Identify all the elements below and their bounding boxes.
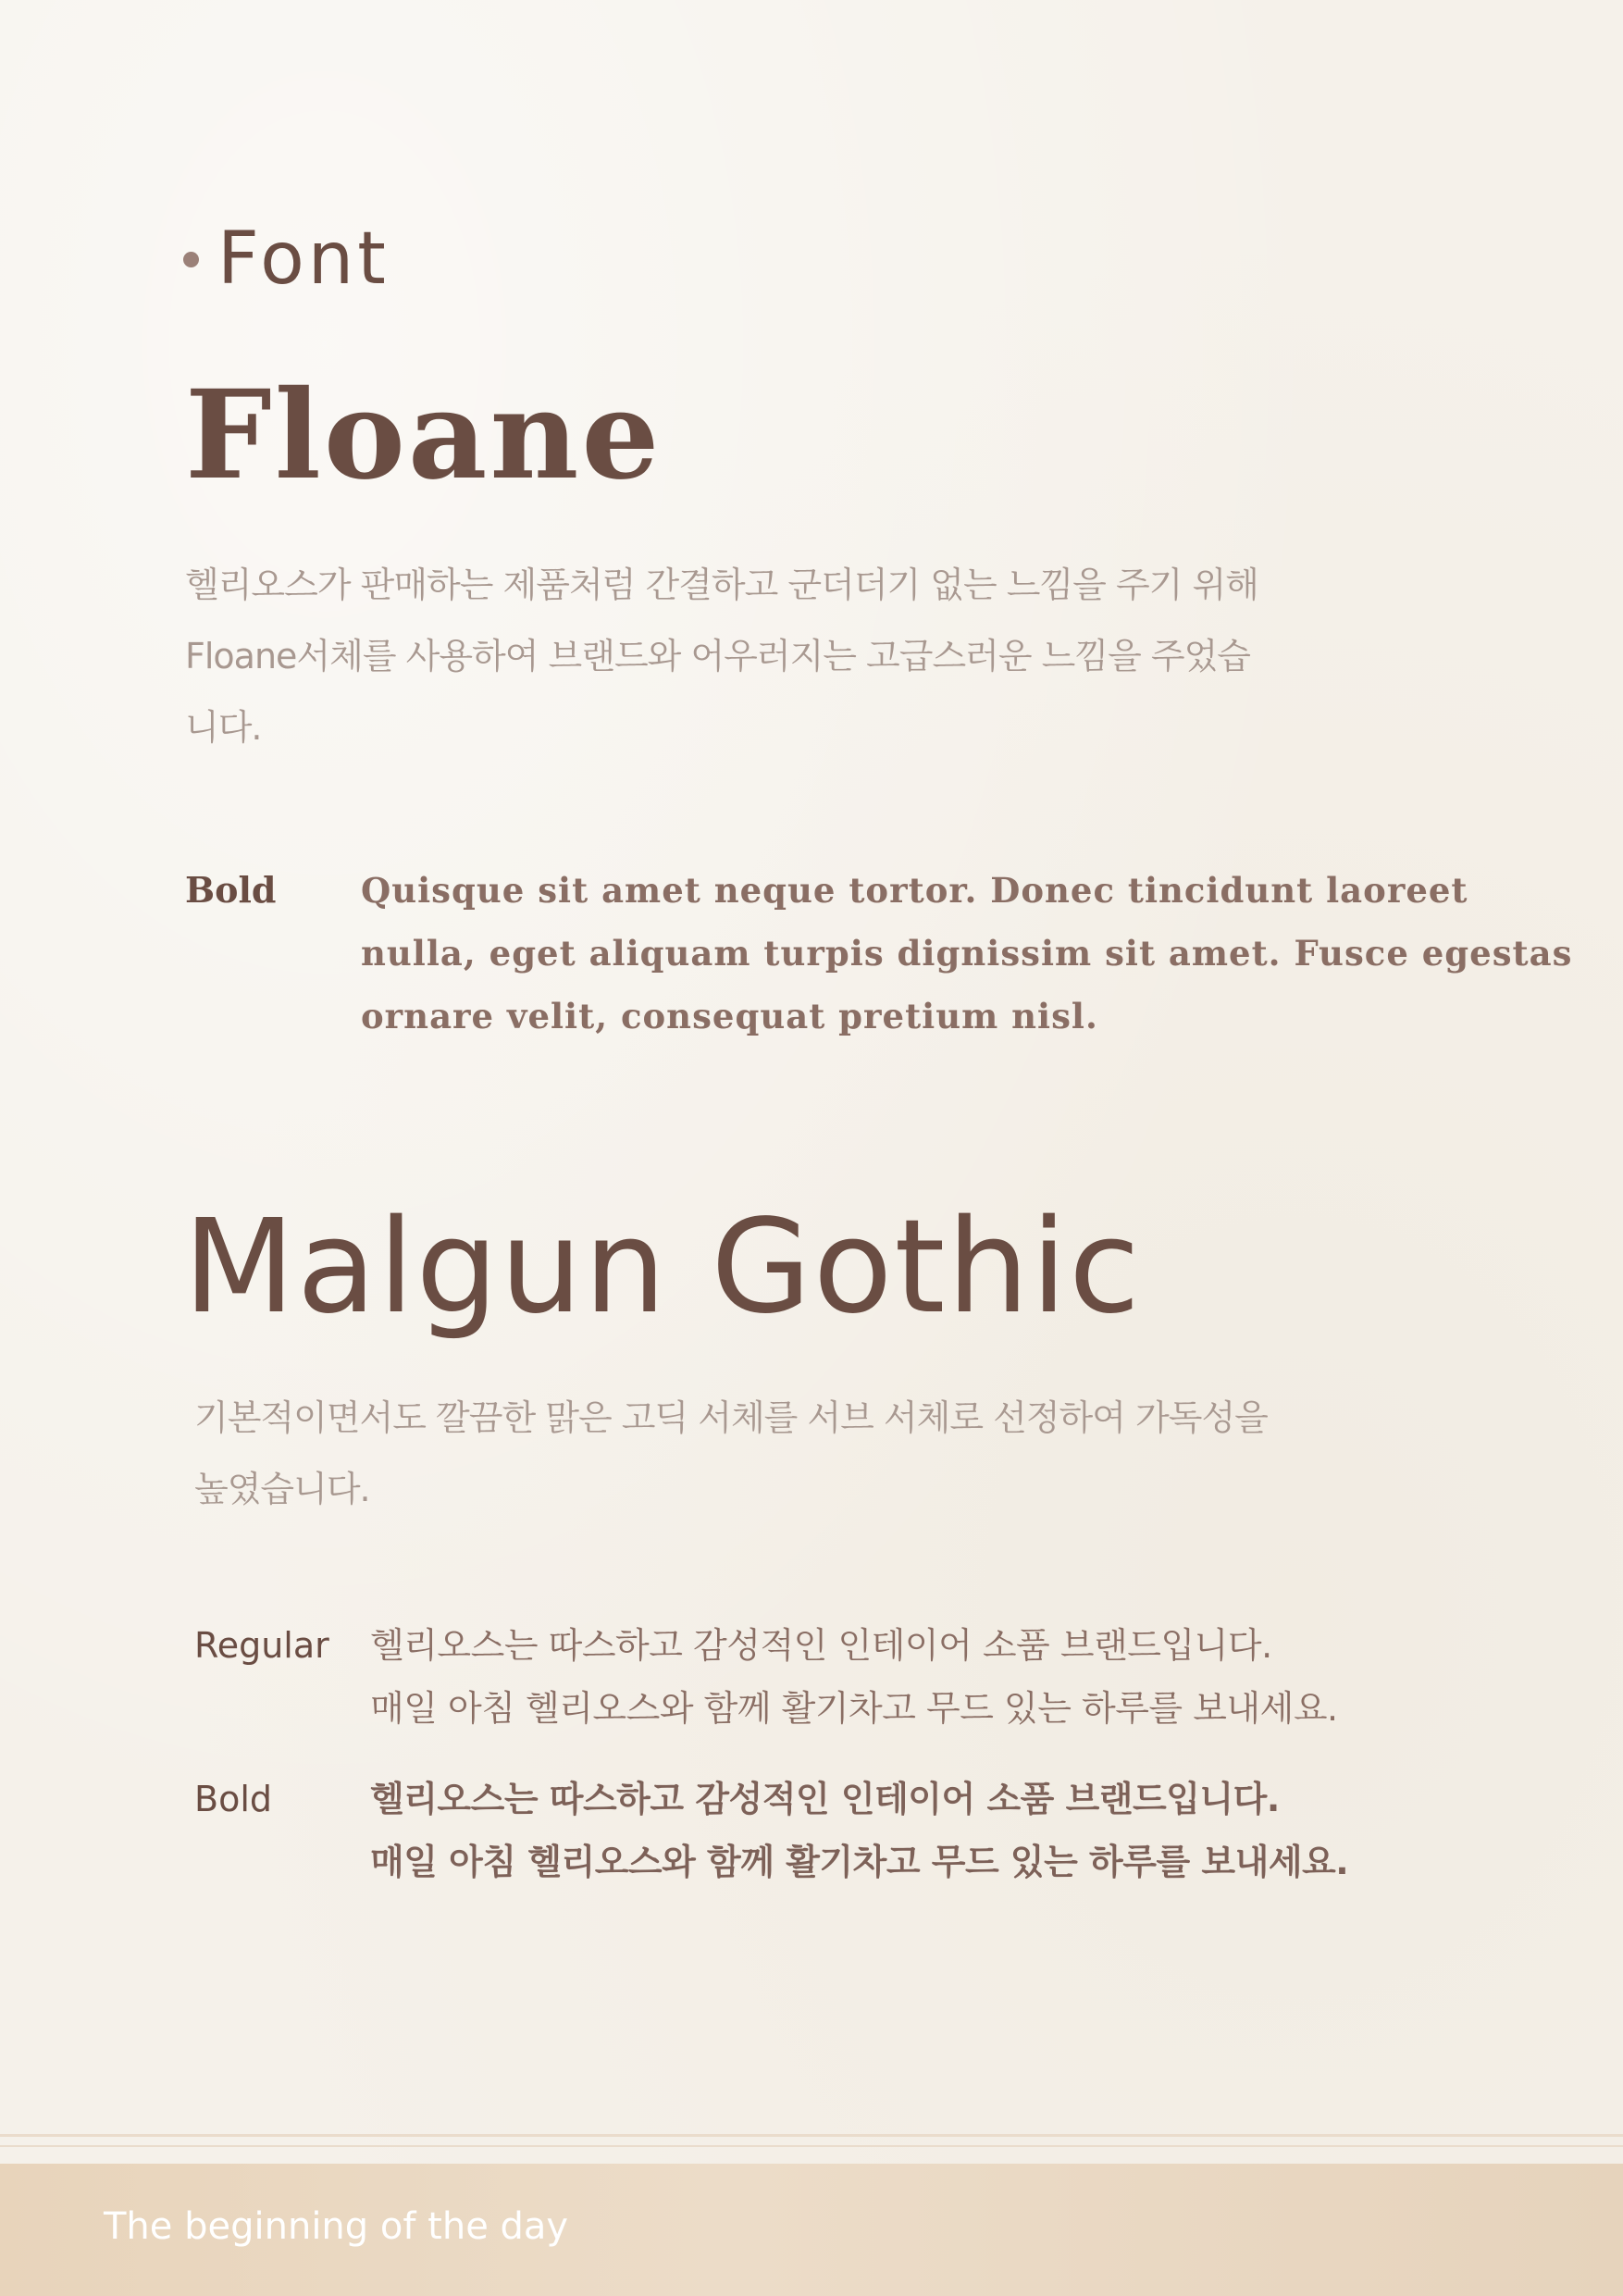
bullet-dot-icon	[183, 252, 199, 267]
malgun-description-line: 기본적이면서도 깔끔한 맑은 고딕 서체를 서브 서체로 선정하여 가독성을	[194, 1397, 1268, 1438]
section-title: Font	[217, 217, 390, 301]
footer-band	[0, 2164, 1623, 2296]
floane-description-line: 헬리오스가 판매하는 제품처럼 간결하고 군더더기 없는 느낌을 주기 위해	[185, 565, 1258, 605]
footer-tagline: The beginning of the day	[104, 2205, 569, 2248]
malgun-bold-line: 헬리오스는 따스하고 감성적인 인테이어 소품 브랜드입니다.	[370, 1779, 1280, 1819]
floane-description-line: 니다.	[185, 707, 262, 748]
malgun-font-name: Malgun Gothic	[183, 1192, 1142, 1343]
malgun-bold-label: Bold	[194, 1779, 272, 1819]
floane-description-line: Floane서체를 사용하여 브랜드와 어우러지는 고급스러운 느낌을 주었습	[185, 636, 1251, 676]
malgun-regular-sample-text	[370, 1614, 1610, 1740]
malgun-bold-line: 매일 아침 헬리오스와 함께 활기차고 무드 있는 하루를 보내세요.	[370, 1842, 1349, 1882]
malgun-bold-sample-text	[370, 1768, 1610, 1893]
floane-weight-label: Bold	[185, 869, 277, 911]
floane-description	[185, 550, 1379, 763]
floane-bold-sample-row	[185, 859, 1601, 1048]
malgun-regular-line: 헬리오스는 따스하고 감성적인 인테이어 소품 브랜드입니다.	[370, 1625, 1272, 1666]
malgun-description-line: 높였습니다.	[194, 1469, 370, 1509]
footer-divider-line	[0, 2134, 1623, 2137]
floane-sample-line: nulla, eget aliquam turpis dignissim sit amet. Fusce egestas	[361, 933, 1573, 974]
floane-sample-line: ornare velit, consequat pretium nisl.	[361, 996, 1098, 1036]
floane-sample-text	[361, 859, 1601, 1048]
malgun-bold-sample-row	[194, 1768, 1610, 1893]
malgun-regular-label: Regular	[194, 1625, 329, 1666]
malgun-regular-line: 매일 아침 헬리오스와 함께 활기차고 무드 있는 하루를 보내세요.	[370, 1688, 1338, 1729]
section-header	[183, 217, 390, 301]
floane-sample-line: Quisque sit amet neque tortor. Donec tincidunt laoreet	[361, 870, 1468, 911]
malgun-regular-sample-row	[194, 1614, 1610, 1740]
floane-font-name: Floane	[185, 364, 663, 507]
malgun-description	[194, 1383, 1388, 1525]
footer-divider-line	[0, 2145, 1623, 2147]
